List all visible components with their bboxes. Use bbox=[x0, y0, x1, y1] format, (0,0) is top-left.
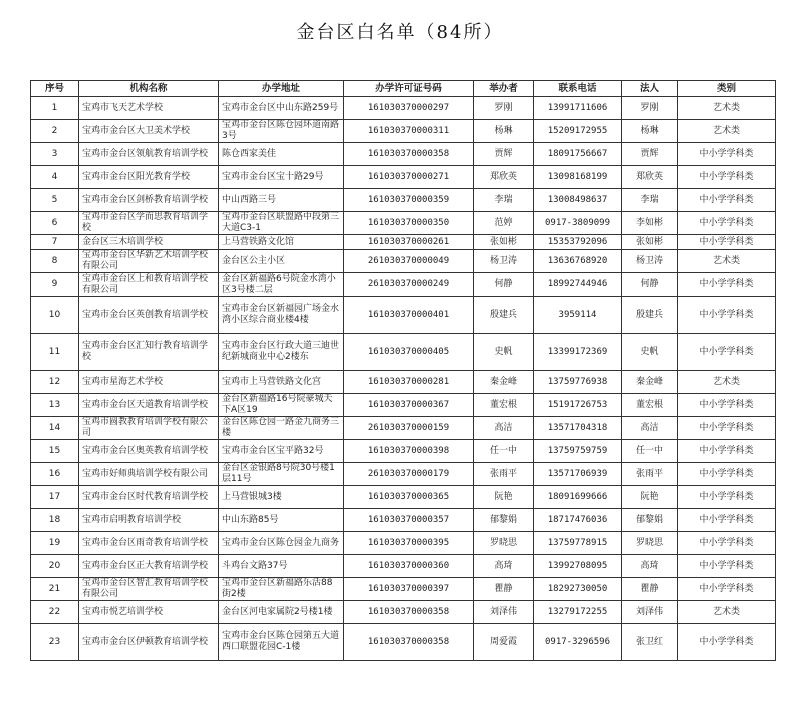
table-row bbox=[31, 97, 776, 120]
cell-seq: 21 bbox=[31, 578, 79, 601]
header-category: 类别 bbox=[678, 81, 776, 97]
cell-category: 中小学学科类 bbox=[678, 417, 776, 440]
cell-seq: 4 bbox=[31, 166, 79, 189]
cell-license: 161030370000398 bbox=[344, 440, 474, 463]
cell-category: 中小学学科类 bbox=[678, 463, 776, 486]
cell-seq: 12 bbox=[31, 371, 79, 394]
header-license: 办学许可证号码 bbox=[344, 81, 474, 97]
cell-license: 261030370000049 bbox=[344, 250, 474, 273]
cell-license: 161030370000358 bbox=[344, 143, 474, 166]
cell-legal-rep: 高洁 bbox=[622, 417, 678, 440]
cell-address: 宝鸡市金台区中山东路259号 bbox=[219, 97, 344, 120]
table-row bbox=[31, 440, 776, 463]
cell-seq: 23 bbox=[31, 624, 79, 661]
cell-phone: 13991711606 bbox=[534, 97, 622, 120]
cell-seq: 15 bbox=[31, 440, 79, 463]
cell-seq: 3 bbox=[31, 143, 79, 166]
cell-legal-rep: 杨琳 bbox=[622, 120, 678, 143]
cell-name: 宝鸡市金台区智汇教育培训学校有限公司 bbox=[79, 578, 219, 601]
table-header-row bbox=[31, 81, 776, 97]
cell-address: 宝鸡市金台区联盟路中段第三大道C3-1 bbox=[219, 212, 344, 235]
cell-legal-rep: 罗晓思 bbox=[622, 532, 678, 555]
cell-organizer: 阮艳 bbox=[474, 486, 534, 509]
cell-license: 161030370000401 bbox=[344, 297, 474, 334]
cell-address: 金台区公主小区 bbox=[219, 250, 344, 273]
table-row bbox=[31, 297, 776, 334]
header-address: 办学地址 bbox=[219, 81, 344, 97]
cell-category: 中小学学科类 bbox=[678, 273, 776, 297]
cell-category: 中小学学科类 bbox=[678, 624, 776, 661]
cell-legal-rep: 史帆 bbox=[622, 334, 678, 371]
cell-legal-rep: 任一中 bbox=[622, 440, 678, 463]
cell-license: 261030370000179 bbox=[344, 463, 474, 486]
cell-address: 宝鸡市上马营铁路文化宫 bbox=[219, 371, 344, 394]
cell-license: 161030370000360 bbox=[344, 555, 474, 578]
cell-name: 宝鸡市金台区英创教育培训学校 bbox=[79, 297, 219, 334]
cell-license: 261030370000249 bbox=[344, 273, 474, 297]
table-row bbox=[31, 189, 776, 212]
cell-category: 中小学学科类 bbox=[678, 334, 776, 371]
cell-organizer: 郑欣英 bbox=[474, 166, 534, 189]
cell-legal-rep: 杨卫涛 bbox=[622, 250, 678, 273]
cell-address: 宝鸡市金台区宝平路32号 bbox=[219, 440, 344, 463]
cell-legal-rep: 高琦 bbox=[622, 555, 678, 578]
table-row bbox=[31, 578, 776, 601]
cell-organizer: 高洁 bbox=[474, 417, 534, 440]
cell-legal-rep: 李如彬 bbox=[622, 212, 678, 235]
table-row bbox=[31, 601, 776, 624]
cell-organizer: 李瑞 bbox=[474, 189, 534, 212]
cell-seq: 8 bbox=[31, 250, 79, 273]
cell-organizer: 任一中 bbox=[474, 440, 534, 463]
cell-name: 宝鸡市金台区天道教育培训学校 bbox=[79, 394, 219, 417]
cell-name: 宝鸡市金台区剑桥教育培训学校 bbox=[79, 189, 219, 212]
cell-license: 161030370000358 bbox=[344, 601, 474, 624]
cell-legal-rep: 殷建兵 bbox=[622, 297, 678, 334]
cell-license: 161030370000359 bbox=[344, 189, 474, 212]
table-row bbox=[31, 166, 776, 189]
cell-legal-rep: 瞿静 bbox=[622, 578, 678, 601]
cell-license: 161030370000405 bbox=[344, 334, 474, 371]
cell-name: 宝鸡市金台区雨奇教育培训学校 bbox=[79, 532, 219, 555]
cell-name: 宝鸡市金台区大卫美术学校 bbox=[79, 120, 219, 143]
cell-phone: 3959114 bbox=[534, 297, 622, 334]
table-row bbox=[31, 394, 776, 417]
cell-phone: 13098168199 bbox=[534, 166, 622, 189]
cell-category: 中小学学科类 bbox=[678, 532, 776, 555]
cell-organizer: 张如彬 bbox=[474, 235, 534, 250]
cell-address: 宝鸡市金台区宝十路29号 bbox=[219, 166, 344, 189]
cell-category: 中小学学科类 bbox=[678, 509, 776, 532]
cell-seq: 13 bbox=[31, 394, 79, 417]
cell-license: 161030370000271 bbox=[344, 166, 474, 189]
cell-name: 宝鸡市金台区伊顿教育培训学校 bbox=[79, 624, 219, 661]
cell-name: 宝鸡市金台区时代教育培训学校 bbox=[79, 486, 219, 509]
table-row bbox=[31, 463, 776, 486]
cell-seq: 7 bbox=[31, 235, 79, 250]
cell-license: 261030370000159 bbox=[344, 417, 474, 440]
cell-license: 161030370000365 bbox=[344, 486, 474, 509]
cell-organizer: 刘泽伟 bbox=[474, 601, 534, 624]
cell-organizer: 杨琳 bbox=[474, 120, 534, 143]
cell-address: 金台区陈仓园一路金九商务三楼 bbox=[219, 417, 344, 440]
cell-name: 宝鸡市金台区奥英教育培训学校 bbox=[79, 440, 219, 463]
cell-organizer: 殷建兵 bbox=[474, 297, 534, 334]
cell-seq: 20 bbox=[31, 555, 79, 578]
cell-seq: 2 bbox=[31, 120, 79, 143]
cell-license: 161030370000311 bbox=[344, 120, 474, 143]
header-name: 机构名称 bbox=[79, 81, 219, 97]
cell-legal-rep: 何静 bbox=[622, 273, 678, 297]
cell-category: 中小学学科类 bbox=[678, 235, 776, 250]
cell-license: 161030370000357 bbox=[344, 509, 474, 532]
cell-address: 中山西路三号 bbox=[219, 189, 344, 212]
table-row bbox=[31, 371, 776, 394]
cell-name: 宝鸡市金台区学而思教育培训学校 bbox=[79, 212, 219, 235]
cell-organizer: 何静 bbox=[474, 273, 534, 297]
table-row bbox=[31, 532, 776, 555]
cell-phone: 13759778915 bbox=[534, 532, 622, 555]
table-row bbox=[31, 334, 776, 371]
cell-phone: 15191726753 bbox=[534, 394, 622, 417]
cell-category: 中小学学科类 bbox=[678, 166, 776, 189]
cell-organizer: 秦金峰 bbox=[474, 371, 534, 394]
cell-address: 宝鸡市金台区陈仓园第五大道西口联盟花园C-1楼 bbox=[219, 624, 344, 661]
cell-name: 宝鸡市金台区正大教育培训学校 bbox=[79, 555, 219, 578]
header-legal-rep: 法人 bbox=[622, 81, 678, 97]
header-seq: 序号 bbox=[31, 81, 79, 97]
cell-address: 宝鸡市金台区陈仓园金九商务 bbox=[219, 532, 344, 555]
table-row bbox=[31, 417, 776, 440]
cell-address: 金台区新福路16号院豪城天下A区19 bbox=[219, 394, 344, 417]
cell-legal-rep: 张雨平 bbox=[622, 463, 678, 486]
cell-address: 宝鸡市金台区陈仓园环道南路3号 bbox=[219, 120, 344, 143]
cell-name: 宝鸡市金台区上和教育培训学校有限公司 bbox=[79, 273, 219, 297]
cell-category: 中小学学科类 bbox=[678, 394, 776, 417]
table-row bbox=[31, 273, 776, 297]
cell-name: 宝鸡市金台区领航教育培训学校 bbox=[79, 143, 219, 166]
cell-organizer: 高琦 bbox=[474, 555, 534, 578]
table-row bbox=[31, 555, 776, 578]
cell-phone: 15353792096 bbox=[534, 235, 622, 250]
cell-address: 中山东路85号 bbox=[219, 509, 344, 532]
cell-category: 艺术类 bbox=[678, 601, 776, 624]
table-row bbox=[31, 624, 776, 661]
table-row bbox=[31, 486, 776, 509]
cell-legal-rep: 郑欣英 bbox=[622, 166, 678, 189]
cell-name: 宝鸡市星海艺术学校 bbox=[79, 371, 219, 394]
header-organizer: 举办者 bbox=[474, 81, 534, 97]
cell-organizer: 范婷 bbox=[474, 212, 534, 235]
table-row bbox=[31, 120, 776, 143]
cell-category: 中小学学科类 bbox=[678, 143, 776, 166]
cell-category: 中小学学科类 bbox=[678, 297, 776, 334]
cell-address: 金台区新福路6号院金水湾小区3号楼二层 bbox=[219, 273, 344, 297]
cell-legal-rep: 董宏根 bbox=[622, 394, 678, 417]
cell-organizer: 董宏根 bbox=[474, 394, 534, 417]
cell-seq: 19 bbox=[31, 532, 79, 555]
table-row bbox=[31, 235, 776, 250]
cell-address: 宝鸡市金台区新福园广场金水湾小区综合商业楼4楼 bbox=[219, 297, 344, 334]
cell-phone: 13008498637 bbox=[534, 189, 622, 212]
whitelist-table bbox=[30, 80, 776, 661]
cell-address: 陈仓西家美佳 bbox=[219, 143, 344, 166]
cell-address: 金台区金银路8号院30号楼1层11号 bbox=[219, 463, 344, 486]
cell-seq: 18 bbox=[31, 509, 79, 532]
cell-category: 中小学学科类 bbox=[678, 440, 776, 463]
cell-category: 艺术类 bbox=[678, 371, 776, 394]
cell-seq: 14 bbox=[31, 417, 79, 440]
cell-name: 宝鸡市金台区阳光教育学校 bbox=[79, 166, 219, 189]
cell-license: 161030370000350 bbox=[344, 212, 474, 235]
cell-seq: 22 bbox=[31, 601, 79, 624]
cell-license: 161030370000395 bbox=[344, 532, 474, 555]
cell-category: 中小学学科类 bbox=[678, 486, 776, 509]
cell-organizer: 杨卫涛 bbox=[474, 250, 534, 273]
cell-phone: 18992744946 bbox=[534, 273, 622, 297]
cell-phone: 18717476036 bbox=[534, 509, 622, 532]
cell-organizer: 郁黎娟 bbox=[474, 509, 534, 532]
cell-license: 161030370000261 bbox=[344, 235, 474, 250]
cell-name: 宝鸡市好师典培训学校有限公司 bbox=[79, 463, 219, 486]
cell-legal-rep: 张卫红 bbox=[622, 624, 678, 661]
cell-license: 161030370000281 bbox=[344, 371, 474, 394]
table-row bbox=[31, 143, 776, 166]
cell-organizer: 史帆 bbox=[474, 334, 534, 371]
cell-phone: 0917-3296596 bbox=[534, 624, 622, 661]
cell-license: 161030370000358 bbox=[344, 624, 474, 661]
cell-legal-rep: 阮艳 bbox=[622, 486, 678, 509]
document-title: 金台区白名单（84所） bbox=[296, 22, 504, 43]
cell-seq: 5 bbox=[31, 189, 79, 212]
cell-legal-rep: 贾辉 bbox=[622, 143, 678, 166]
cell-phone: 13759759759 bbox=[534, 440, 622, 463]
cell-category: 艺术类 bbox=[678, 120, 776, 143]
cell-name: 宝鸡市悦艺培训学校 bbox=[79, 601, 219, 624]
cell-address: 宝鸡市金台区新福路乐活88街2楼 bbox=[219, 578, 344, 601]
cell-phone: 13992708095 bbox=[534, 555, 622, 578]
cell-category: 中小学学科类 bbox=[678, 578, 776, 601]
cell-phone: 18292730050 bbox=[534, 578, 622, 601]
cell-phone: 0917-3809099 bbox=[534, 212, 622, 235]
cell-phone: 18091756667 bbox=[534, 143, 622, 166]
header-phone: 联系电话 bbox=[534, 81, 622, 97]
cell-license: 161030370000397 bbox=[344, 578, 474, 601]
cell-organizer: 张雨平 bbox=[474, 463, 534, 486]
cell-legal-rep: 刘泽伟 bbox=[622, 601, 678, 624]
cell-seq: 1 bbox=[31, 97, 79, 120]
cell-name: 宝鸡市金台区汇知行教育培训学校 bbox=[79, 334, 219, 371]
cell-organizer: 罗刚 bbox=[474, 97, 534, 120]
cell-seq: 11 bbox=[31, 334, 79, 371]
cell-name: 金台区三木培训学校 bbox=[79, 235, 219, 250]
cell-license: 161030370000297 bbox=[344, 97, 474, 120]
cell-name: 宝鸡市飞天艺术学校 bbox=[79, 97, 219, 120]
cell-seq: 9 bbox=[31, 273, 79, 297]
cell-seq: 6 bbox=[31, 212, 79, 235]
cell-name: 宝鸡市启明教育培训学校 bbox=[79, 509, 219, 532]
cell-address: 宝鸡市金台区行政大道三迪世纪新城商业中心2楼东 bbox=[219, 334, 344, 371]
table-row bbox=[31, 250, 776, 273]
cell-seq: 16 bbox=[31, 463, 79, 486]
cell-address: 上马营铁路文化馆 bbox=[219, 235, 344, 250]
cell-address: 金台区河电家属院2号楼1楼 bbox=[219, 601, 344, 624]
cell-name: 宝鸡市圆教教育培训学校有限公司 bbox=[79, 417, 219, 440]
cell-legal-rep: 秦金峰 bbox=[622, 371, 678, 394]
cell-organizer: 贾辉 bbox=[474, 143, 534, 166]
cell-legal-rep: 张如彬 bbox=[622, 235, 678, 250]
cell-phone: 13571706939 bbox=[534, 463, 622, 486]
cell-name: 宝鸡市金台区华新艺术培训学校有限公司 bbox=[79, 250, 219, 273]
cell-license: 161030370000367 bbox=[344, 394, 474, 417]
cell-address: 上马营银城3楼 bbox=[219, 486, 344, 509]
cell-category: 艺术类 bbox=[678, 250, 776, 273]
cell-phone: 13636768920 bbox=[534, 250, 622, 273]
cell-phone: 13399172369 bbox=[534, 334, 622, 371]
cell-category: 中小学学科类 bbox=[678, 212, 776, 235]
cell-phone: 13571704318 bbox=[534, 417, 622, 440]
cell-category: 中小学学科类 bbox=[678, 555, 776, 578]
cell-organizer: 瞿静 bbox=[474, 578, 534, 601]
table-row bbox=[31, 509, 776, 532]
cell-category: 中小学学科类 bbox=[678, 189, 776, 212]
cell-phone: 13759776938 bbox=[534, 371, 622, 394]
cell-phone: 18091699666 bbox=[534, 486, 622, 509]
cell-organizer: 周爱霞 bbox=[474, 624, 534, 661]
cell-organizer: 罗晓思 bbox=[474, 532, 534, 555]
cell-seq: 10 bbox=[31, 297, 79, 334]
cell-phone: 15209172955 bbox=[534, 120, 622, 143]
cell-address: 斗鸡台文路37号 bbox=[219, 555, 344, 578]
cell-phone: 13279172255 bbox=[534, 601, 622, 624]
cell-category: 艺术类 bbox=[678, 97, 776, 120]
cell-seq: 17 bbox=[31, 486, 79, 509]
cell-legal-rep: 郁黎娟 bbox=[622, 509, 678, 532]
cell-legal-rep: 李瑞 bbox=[622, 189, 678, 212]
cell-legal-rep: 罗刚 bbox=[622, 97, 678, 120]
table-row bbox=[31, 212, 776, 235]
